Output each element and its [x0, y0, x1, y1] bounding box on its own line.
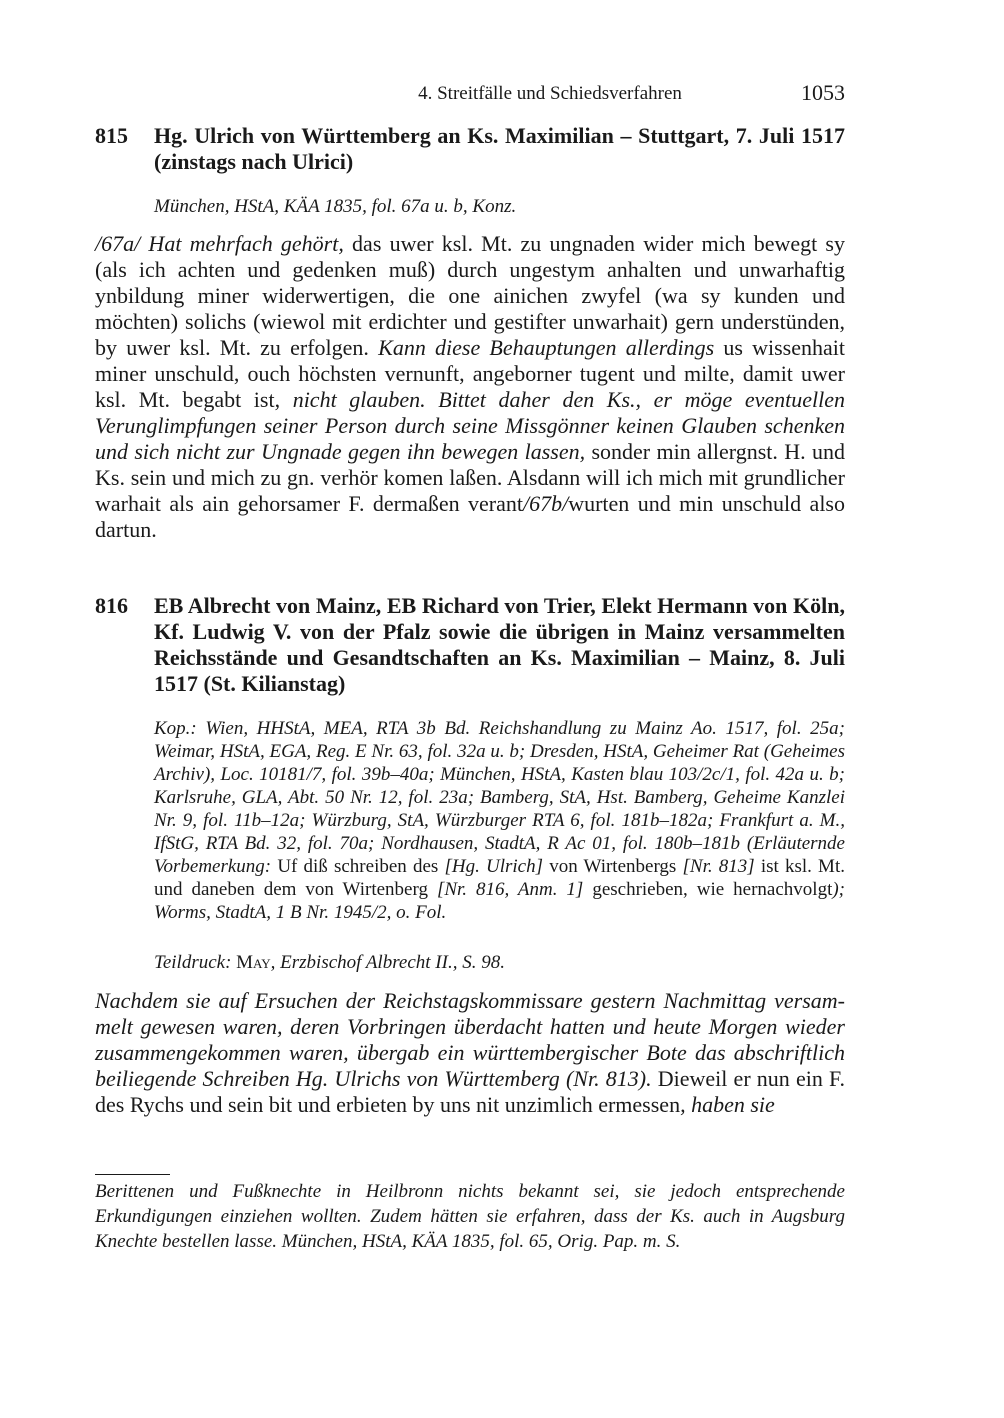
doc-816-source-s6: ist ksl. Mt. und daneben dem von Wirtenberg [154, 856, 845, 900]
doc-815-number: 815 [95, 123, 128, 148]
doc-815-body-s6: sonder min allergnst. H. und Ks. sein und mich zu gn. verhör komen laßen. Alsdann will ich mich mit grundlicher warhait als ain gehorsamer F. dermaßen verant [95, 439, 846, 516]
doc-816-heading [95, 593, 845, 697]
doc-815-heading [95, 123, 845, 175]
doc-815-body [95, 231, 845, 543]
doc-815-source: München, HStA, KÄA 1835, fol. 67a u. b, Konz. [154, 196, 517, 217]
running-title: 4. Streitfälle und Schiedsverfahren [418, 83, 682, 104]
doc-816-source-s3: [Hg. Ulrich] [444, 856, 544, 877]
doc-816-partial-print [154, 951, 845, 974]
doc-816-source [154, 717, 845, 924]
doc-815-body-s8: wurten und min unschuld also dartun. [95, 491, 845, 542]
doc-815-body-s7: /67b/ [522, 491, 569, 516]
doc-815-body-s1: /67a/ Hat mehrfach gehört, [95, 231, 344, 256]
partial-print-label: Teildruck: [154, 952, 237, 973]
doc-816-body-s2: Dieweil er nun ein F. des Rychs und sein bit und erbieten by uns nit unzimlich ermessen [95, 1066, 845, 1117]
doc-816-body-s3: , haben sie [680, 1092, 775, 1117]
doc-816-source-s4: von Wirtenbergs [543, 856, 683, 877]
doc-816-source-s5: [Nr. 813] [682, 856, 755, 877]
doc-815-body-s3: Kann diese Behauptungen allerdings [378, 335, 715, 360]
footnote: Berittenen und Fußknechte in Heilbronn nichts bekannt sei, sie jedoch entsprechende Erkundigungen einziehen wollten. Zudem hätten sie erfahren, dass der Ks. auch in Augsburg Knechte bestellen lasse. München, HStA, KÄA 1835, fol. 65, Orig. Pap. m. S. [95, 1181, 845, 1252]
partial-print-author: May [236, 952, 271, 973]
doc-816-title: EB Albrecht von Mainz, EB Richard von Trier, Elekt Hermann von Köln, Kf. Ludwig V. von der Pfalz sowie die übrigen in Mainz versammelten Reichsstände und Gesandtschaften an Ks. Maximilian – Mainz, 8. Juli 1517 (St. Kilianstag) [154, 593, 845, 696]
doc-816-source-s2: Uf diß schreiben des [277, 856, 445, 877]
footnote-rule [95, 1174, 170, 1175]
doc-816-number: 816 [95, 593, 128, 618]
running-header [95, 80, 845, 108]
doc-816-source-s9: ); Worms, StadtA, 1 B Nr. 1945/2, o. Fol. [154, 879, 846, 923]
doc-816-body-s1: Nachdem sie auf Ersuchen der Reichstagskommissare gestern Nachmittag versammelt gewesen waren, deren Vorbringen überdacht hatten und heute Morgen wieder zusammengekommen waren, übergab ein württembergischer Bote das abschriftlich beiliegende Schreiben Hg. Ulrichs von Württemberg (Nr. 813). [95, 988, 845, 1091]
doc-816-source-s8: geschrieben, wie hernachvolgt [583, 879, 833, 900]
doc-815-body-s4: us wissenhait miner unschuld, ouch höchsten vernunft, angeborner tugent und milte, damit uwer ksl. Mt. begabt ist, [95, 335, 845, 412]
doc-815-body-s2: das uwer ksl. Mt. zu ungnaden wider mich bewegt sy (als ich achten und gedenken muß) durch ungestym anhalten und unwarhaftig ynbildung miner widerwertigen, die one ainichen zwyfel (wa sy kunden und möchten) solichs (wiewol mit erdichter und gestifter unwarhait) gern understünden, by uwer ksl. Mt. zu erfolgen. [95, 231, 845, 360]
page-number: 1053 [801, 80, 845, 105]
doc-815-title: Hg. Ulrich von Württemberg an Ks. Maximilian – Stuttgart, 7. Juli 1517 (zinstags nach Ulrici) [154, 123, 845, 174]
doc-816-body [95, 988, 845, 1118]
doc-816-source-s1: Kop.: Wien, HHStA, MEA, RTA 3b Bd. Reichshandlung zu Mainz Ao. 1517, fol. 25a; Weimar, HStA, EGA, Reg. E Nr. 63, fol. 32a u. b; Dresden, HStA, Geheimer Rat (Geheimes Archiv), Loc. 10181/7, fol. 39b–40a; München, HStA, Kasten blau 103/2c/1, fol. 42a u. b; Karlsruhe, GLA, Abt. 50 Nr. 12, fol. 23a; Bamberg, StA, Hst. Bamberg, Geheime Kanzlei Nr. 9, fol. 11b–12a; Würzburg, StA, Würzburger RTA 6, fol. 181b–182a; Frankfurt a. M., IfStG, RTA Bd. 32, fol. 70a; Nordhausen, StadtA, R Ac 01, fol. 180b–181b (Erläuternde Vorbemerkung: [154, 718, 845, 877]
doc-815-body-s5: nicht glauben. Bittet daher den Ks., er möge eventuellen Verunglimpfungen seiner Person durch seine Missgönner keinen Glauben schenken und sich nicht zur Ungnade gegen ihn bewegen lassen, [95, 387, 845, 464]
doc-816-source-s7: [Nr. 816, Anm. 1] [436, 879, 584, 900]
partial-print-rest: , Erzbischof Albrecht II., S. 98. [270, 952, 505, 973]
